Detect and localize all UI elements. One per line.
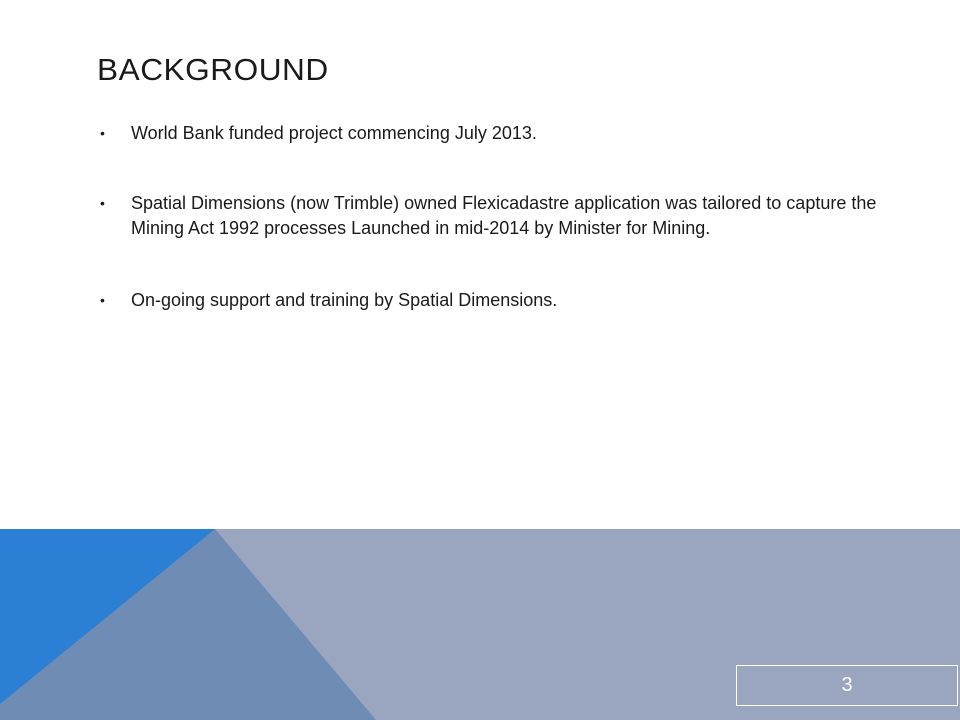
page-number: 3 xyxy=(841,674,853,696)
bullet-item xyxy=(100,191,880,241)
bullet-marker: • xyxy=(100,292,105,308)
bullet-text: On-going support and training by Spatial Dimensions. xyxy=(131,290,558,310)
slide-title: BACKGROUND xyxy=(97,52,329,87)
bullet-item xyxy=(100,121,880,146)
bullet-text: World Bank funded project commencing July 2013. xyxy=(131,123,537,143)
bullet-item xyxy=(100,288,880,313)
bullet-marker: • xyxy=(100,125,105,141)
bullet-marker: • xyxy=(100,195,105,211)
bullet-list xyxy=(100,121,880,313)
page-number-box xyxy=(736,665,958,706)
bullet-text: Spatial Dimensions (now Trimble) owned Flexicadastre application was tailored to capture the Mining Act 1992 processes Launched in mid-2014 by Minister for Mining. xyxy=(131,193,877,238)
